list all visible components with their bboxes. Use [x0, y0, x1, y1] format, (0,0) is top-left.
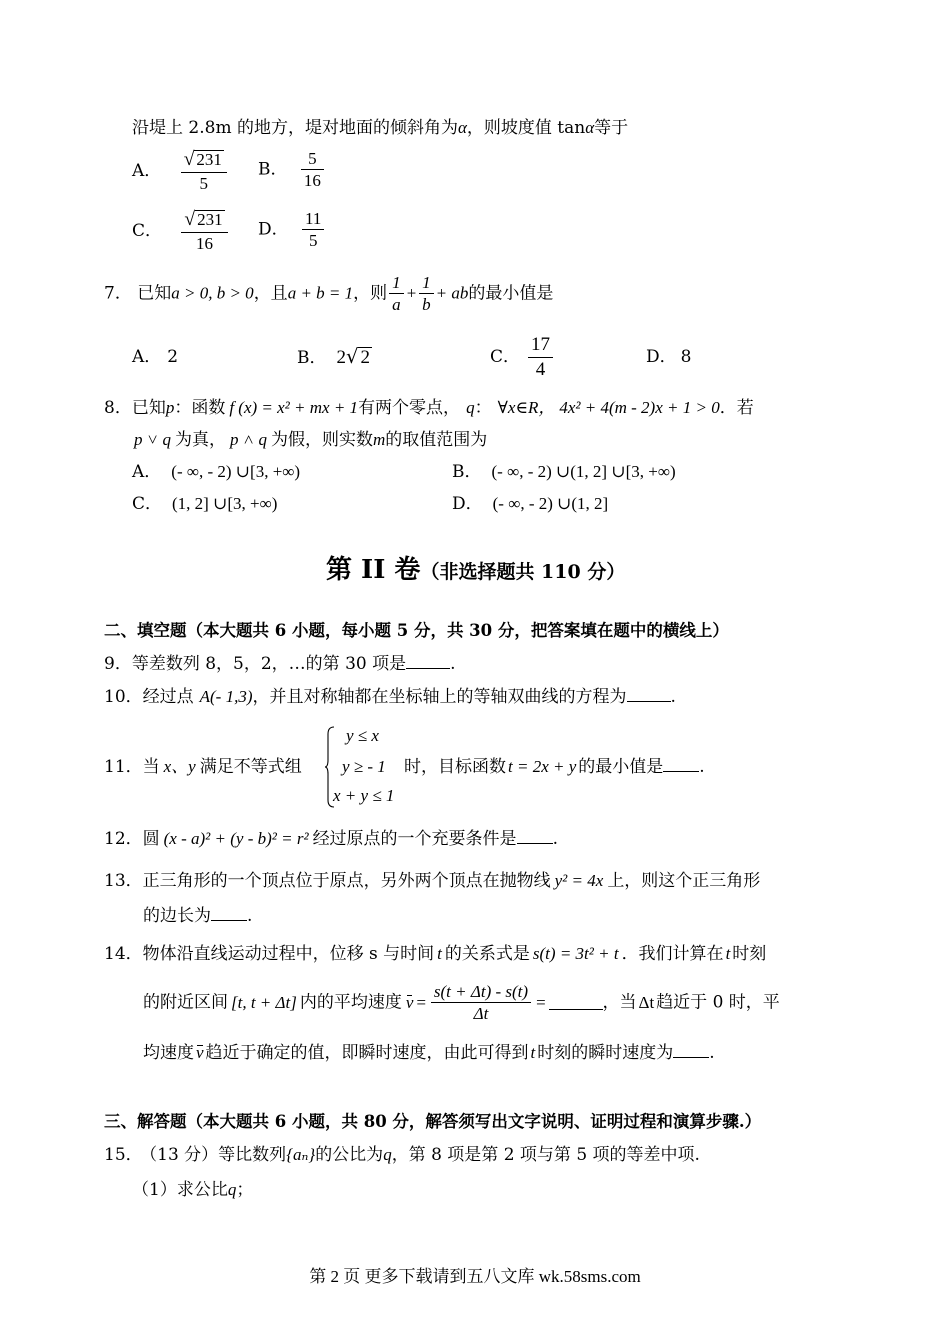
q7-cond1: a > 0, b > 0 — [171, 283, 254, 303]
q7-text1: 已知 — [137, 283, 172, 304]
q8-line1 — [104, 398, 754, 418]
q8-option-a — [132, 462, 300, 482]
q12 — [104, 829, 558, 849]
q6-d-frac — [302, 208, 324, 252]
q9-end: . — [450, 654, 456, 674]
q7-c-label: C． — [490, 347, 521, 368]
q14-line1-b: 的关系式是 — [444, 944, 530, 964]
q8-a-label: A． — [132, 462, 162, 482]
q14-blank-2 — [673, 1043, 709, 1058]
q7-text2: ，且 — [253, 283, 288, 304]
q14-frac — [431, 981, 531, 1025]
q8-line2-c: 的取值范围为 — [385, 430, 488, 450]
q8-option-d — [452, 494, 608, 514]
q7-a-val: 2 — [167, 347, 179, 367]
q14-line2-a: 的附近区间 — [143, 992, 228, 1013]
q6-text-a: 沿堤上 2.8m 的地方，堤对地面的倾斜角为 — [132, 118, 458, 138]
q8-d-val: (- ∞, - 2) ∪(1, 2] — [492, 494, 609, 513]
page-footer: 第 2 页 更多下载请到五八文库 wk.58sms.com — [309, 1267, 641, 1286]
q6-b-den: 16 — [303, 171, 321, 191]
q7-d-val: 8 — [680, 347, 692, 367]
q8-and-expr: p ˄ q — [229, 430, 267, 449]
q14-line1-d: 时刻 — [732, 944, 767, 964]
q7-stem: 7． 已知a > 0, b > 0，且a + b = 1，则 $\frac{1}{a}$ + $\frac{1}{b}$ + ab的最小值是 — [104, 273, 554, 315]
q15-text-b: 的公比为 — [315, 1145, 384, 1165]
q14-line1 — [104, 944, 766, 964]
q14-dt: Δt — [638, 992, 655, 1012]
section3-heading: 三、解答题（本大题共 6 小题，共 80 分，解答须写出文字说明、证明过程和演算步骤.） — [104, 1112, 762, 1131]
q14-line3-a: 均速度 — [143, 1043, 194, 1063]
q12-end: . — [552, 829, 558, 849]
q11-ineq1: y ≤ x — [346, 726, 379, 745]
q8-or-expr: p ˅ q — [134, 430, 171, 449]
q8-line1-c: 有两个零点， — [358, 398, 461, 418]
q12-number: 12． — [104, 829, 143, 849]
q7-a-label: A． — [132, 347, 162, 367]
q7-frac1 — [389, 272, 404, 316]
q6-a-den: 5 — [199, 174, 209, 194]
q14-eq2: = — [535, 992, 547, 1012]
q15-seq: {aₙ} — [286, 1145, 316, 1164]
q8-number: 8． — [104, 398, 132, 418]
q13-line1 — [104, 871, 760, 891]
q14-line1-c: ．我们计算在 — [621, 944, 724, 964]
q14-line2-d: 趋近于 0 时，平 — [656, 992, 780, 1013]
q7-number: 7． — [104, 283, 132, 304]
q8-b-label: B． — [452, 462, 482, 482]
q10-number: 10． — [104, 687, 143, 707]
q6-c-label: C． — [132, 221, 163, 242]
q8-a-val: (- ∞, - 2) ∪[3, +∞) — [171, 462, 301, 481]
q7-d-label: D． — [646, 347, 677, 367]
q7-frac2 — [419, 272, 434, 316]
q12-circle: (x - a)² + (y - b)² = r² — [163, 829, 309, 848]
q8-forall: ∀x∈R， — [497, 398, 556, 417]
q6-a-label: A． — [132, 161, 162, 182]
q15 — [104, 1145, 700, 1165]
q6-b-frac — [301, 148, 324, 192]
q7-option-a — [132, 347, 178, 367]
q9-number: 9． — [104, 654, 132, 674]
q6-alpha: α — [457, 118, 467, 137]
q14-line3-b: 趋近于确定的值，即瞬时速度，由此可得到 — [205, 1043, 529, 1063]
q13-blank — [211, 906, 247, 921]
q8-q: q — [466, 398, 475, 417]
q14-line2-b: 内的平均速度 — [299, 992, 402, 1013]
q14-line3-c: 时刻的瞬时速度为 — [537, 1043, 674, 1063]
q14-frac-num: s(t + Δt) - s(t) — [431, 981, 531, 1003]
q10-text-a: 经过点 — [142, 687, 194, 707]
q13-number: 13． — [104, 871, 143, 891]
q7-frac1-den: a — [392, 295, 401, 315]
q14-blank-1 — [549, 995, 603, 1010]
q8-b-val: (- ∞, - 2) ∪(1, 2] ∪[3, +∞) — [491, 462, 676, 481]
q14-line3 — [143, 1043, 715, 1063]
q13-line2-text: 的边长为 — [143, 906, 211, 926]
q8-option-b — [452, 462, 676, 482]
q8-m: m — [372, 430, 386, 449]
q6-option-b — [258, 148, 326, 192]
part2-title-main: 第 II 卷 — [326, 555, 421, 585]
q6-b-num: 5 — [301, 148, 324, 170]
q8-line2-a: 为真， — [174, 430, 226, 450]
q11-text-d: 的最小值是 — [578, 757, 664, 777]
q7-frac2-den: b — [422, 295, 431, 315]
q8-fx: f (x) = x² + mx + 1 — [229, 398, 359, 417]
part2-title — [326, 555, 625, 586]
q14-line2-c: ，当 — [602, 992, 637, 1013]
q6-d-num: 11 — [302, 208, 324, 230]
q12-text-a: 圆 — [142, 829, 160, 849]
q11-stem-right — [404, 757, 705, 777]
q11-text-c: 时，目标函数 — [404, 757, 506, 777]
q11-text-a: 当 — [142, 757, 160, 777]
q14-eq: = — [415, 992, 427, 1012]
q8-line1-e: ．若 — [719, 398, 754, 418]
q15-text-a: （13 分）等比数列 — [148, 1145, 287, 1165]
q14-end: . — [709, 1043, 715, 1063]
q6-c-den: 16 — [196, 234, 214, 254]
q10-point: A(- 1,3) — [199, 687, 253, 706]
q11-objective: t = 2x + y — [508, 757, 577, 776]
q6-option-c — [132, 208, 230, 255]
q13-end: . — [247, 906, 253, 926]
q6-text-c: 等于 — [594, 118, 629, 138]
q7-option-d — [646, 347, 691, 367]
q14-line2 — [143, 981, 780, 1025]
q6-option-a — [132, 148, 229, 195]
q9 — [104, 654, 456, 674]
q8-line2-b: 为假，则实数 — [270, 430, 373, 450]
q9-text: 等差数列 8，5，2，…的第 30 项是 — [131, 654, 407, 674]
q8-d-label: D． — [452, 494, 483, 514]
q6-c-num: 231 — [197, 210, 223, 229]
q6-a-num: 231 — [196, 150, 222, 169]
q11-ineq3: x + y ≤ 1 — [333, 786, 395, 805]
q6-alpha-2: α — [585, 118, 595, 137]
part2-subtitle: （非选择题共 110 分） — [420, 561, 626, 583]
q7-text4: 的最小值是 — [468, 283, 554, 304]
q7-b-coef: 2 — [336, 347, 346, 368]
q8-c-label: C． — [132, 494, 163, 514]
q12-blank — [517, 829, 553, 844]
q6-b-label: B． — [258, 159, 288, 180]
q10-end: . — [670, 687, 676, 707]
q7-b-rad: 2 — [360, 347, 370, 368]
q7-c-num: 17 — [528, 333, 553, 358]
q11-blank — [663, 757, 699, 772]
q11-end: . — [699, 757, 705, 777]
q8-ineq: 4x² + 4(m - 2)x + 1 > 0 — [559, 398, 720, 417]
q6-text-b: ，则坡度值 tan — [466, 118, 586, 138]
q8-line1-a: 已知 — [131, 398, 166, 418]
q10-text-b: ，并且对称轴都在坐标轴上的等轴双曲线的方程为 — [252, 687, 627, 707]
q8-p: p — [165, 398, 175, 417]
q13-line1-b: 上，则这个正三角形 — [607, 871, 761, 891]
q6-option-d — [258, 208, 326, 252]
q7-b-label: B． — [297, 348, 327, 368]
q14-st: s(t) = 3t² + t — [532, 944, 619, 963]
q7-c-den: 4 — [535, 358, 546, 380]
q10-blank — [627, 687, 671, 702]
q14-t-2: t — [725, 944, 731, 963]
q14-number: 14． — [104, 944, 143, 964]
q7-c-frac — [528, 333, 553, 382]
q14-interval: [t, t + Δt] — [231, 992, 297, 1012]
q14-line1-a: 物体沿直线运动过程中，位移 s 与时间 — [142, 944, 435, 964]
q11-vars: x、y — [163, 757, 196, 776]
q11-ineq2: y ≥ - 1 — [342, 757, 386, 776]
q13-line2 — [143, 906, 252, 926]
q11-text-b: 满足不等式组 — [199, 757, 302, 777]
q11-stem-left — [104, 757, 302, 777]
q13-line1-a: 正三角形的一个顶点位于原点，另外两个顶点在抛物线 — [142, 871, 551, 891]
q8-c-val: (1, 2] ∪[3, +∞) — [172, 494, 278, 513]
q10 — [104, 687, 676, 707]
q8-option-c — [132, 494, 277, 514]
q7-option-c — [490, 333, 555, 382]
q7-frac1-num: 1 — [389, 272, 404, 294]
q7-frac2-num: 1 — [419, 272, 434, 294]
q6-d-label: D． — [258, 219, 289, 240]
q12-text-b: 经过原点的一个充要条件是 — [312, 829, 517, 849]
q15-part1-end: ； — [236, 1180, 254, 1200]
section2-heading: 二、填空题（本大题共 6 小题，每小题 5 分，共 30 分，把答案填在题中的横线上） — [104, 621, 729, 640]
q14-t-3: t — [530, 1043, 536, 1062]
q15-part1-q: q — [227, 1180, 237, 1199]
q6-a-frac: $\frac{√ 231}{5}$ — [181, 148, 227, 195]
q15-part1-text: （1）求公比 — [132, 1180, 228, 1200]
q7-text3: ，则 — [353, 283, 388, 304]
q14-frac-den: Δt — [473, 1004, 489, 1024]
q14-v-2: v — [196, 1043, 204, 1062]
q6-d-den: 5 — [308, 231, 318, 251]
q7-cond2: a + b = 1 — [287, 283, 354, 303]
q6-c-frac: $\frac{√ 231}{16}$ — [181, 208, 227, 255]
q15-q: q — [383, 1145, 392, 1164]
q8-line2 — [134, 430, 487, 450]
q15-number: 15． — [104, 1145, 143, 1165]
q8-line1-d: ： — [474, 398, 492, 418]
q6-continuation — [132, 118, 628, 138]
q7-plus-ab: + ab — [435, 283, 469, 303]
q15-part1 — [132, 1180, 253, 1200]
q13-parabola: y² = 4x — [554, 871, 604, 890]
q15-text-c: ，第 8 项是第 2 项与第 5 项的等差中项. — [391, 1145, 700, 1165]
q7-option-b: B． 2√ 2 — [297, 345, 370, 368]
q14-v: v — [405, 992, 414, 1012]
q14-t: t — [437, 944, 442, 963]
q9-blank — [406, 654, 450, 669]
q11-number: 11． — [104, 757, 143, 777]
q8-line1-b: ：函数 — [174, 398, 226, 418]
